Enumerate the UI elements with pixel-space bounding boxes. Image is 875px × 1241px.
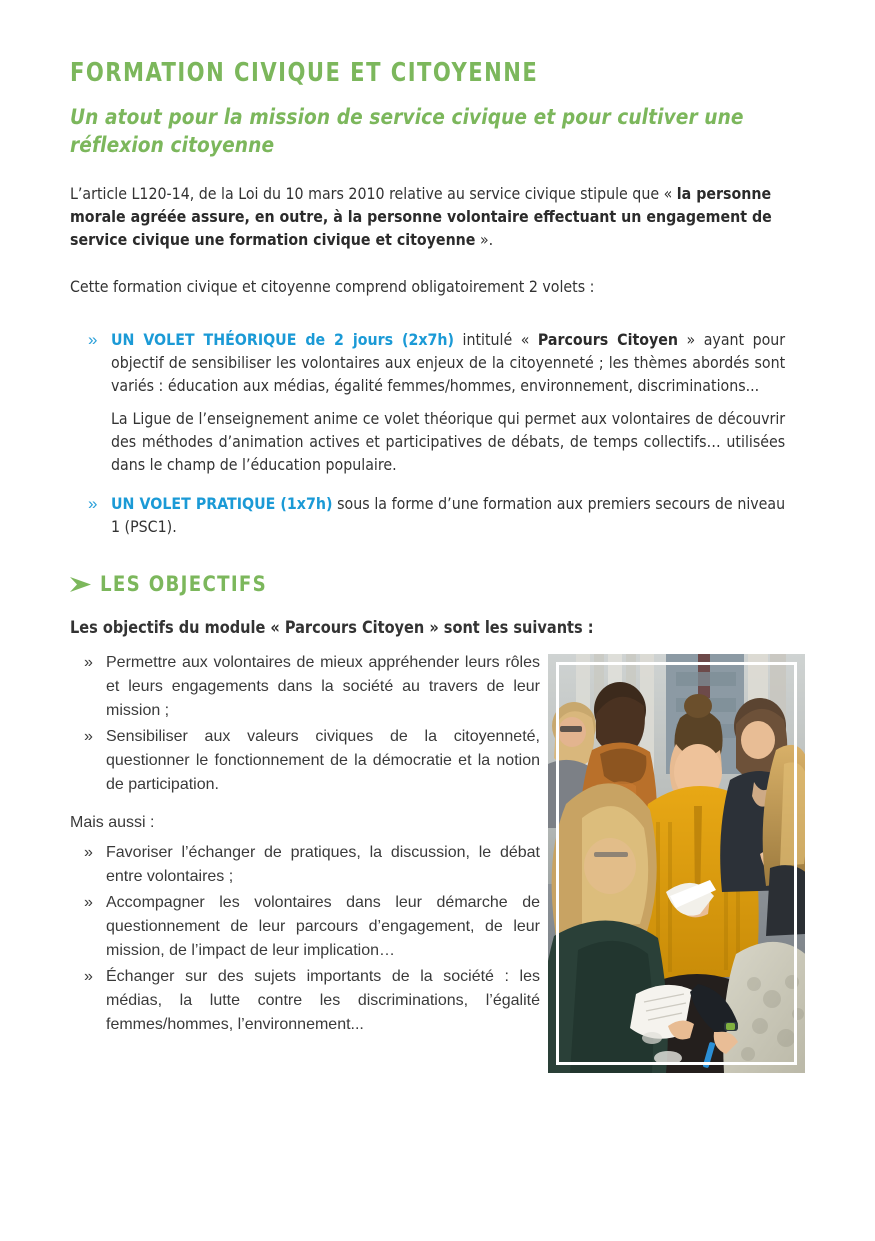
chevron-double-right-icon: » (84, 894, 93, 911)
objectives-and-photo-zone (70, 651, 806, 1037)
volet-theorique-highlight: UN VOLET THÉORIQUE de 2 jours (2x7h) (111, 330, 455, 349)
photo-illustration (548, 654, 805, 1073)
volet-theorique-mid: intitulé « (454, 330, 538, 349)
page-subtitle: Un atout pour la mission de service civique et pour cultiver une réflexion citoyenne (70, 105, 744, 158)
volet-pratique-rest: sous la forme d’une formation aux premiers secours de niveau 1 (PSC1). (111, 494, 786, 536)
chevron-double-right-icon: » (84, 968, 93, 985)
objectives-secondary-list (70, 841, 540, 1037)
intro-suffix: ». (475, 230, 494, 249)
list-item (70, 965, 540, 1037)
volet-pratique-highlight: UN VOLET PRATIQUE (1x7h) (111, 494, 333, 513)
document-content (70, 58, 806, 1039)
objectives-lead: Les objectifs du module « Parcours Citoyen » sont les suivants : (70, 618, 594, 637)
list-item-volet-pratique (70, 492, 806, 538)
objectives-column (70, 651, 540, 1037)
chevron-double-right-icon: » (84, 728, 93, 745)
list-item (70, 651, 540, 723)
objectives-heading-label: LES OBJECTIFS (100, 572, 268, 597)
spacer (70, 265, 806, 275)
volet-theorique-subparagraph: La Ligue de l’enseignement anime ce volet théorique qui permet aux volontaires de découvrir des méthodes d’animation actives et participatives de débats, de temps collectifs… utilisées dans le champ de l’éducation populaire. (111, 409, 786, 474)
objectives-primary-list (70, 651, 540, 797)
objective-text: Permettre aux volontaires de mieux appréhender leurs rôles et leurs engagements dans la société au travers de leur mission ; (106, 654, 540, 719)
objective-text: Favoriser l’échanger de pratiques, la discussion, le débat entre volontaires ; (106, 844, 540, 885)
volet-theorique-text (111, 328, 785, 397)
volet-theorique-rest: » ayant pour objectif de sensibiliser les volontaires aux enjeux de la citoyenneté ; les thèmes abordés sont variés : éducation aux médias, égalité femmes/hommes, environnement, discriminations... (111, 330, 786, 395)
chevron-double-right-icon: » (88, 494, 98, 513)
list-item-volet-theorique (70, 328, 806, 476)
secondary-objectives-label: Mais aussi : (70, 814, 155, 831)
page-title: FORMATION CIVIQUE ET CITOYENNE (70, 58, 539, 88)
intro-paragraph (70, 182, 784, 251)
workshop-photo (548, 654, 805, 1073)
objectives-section-heading (70, 572, 806, 597)
list-item (70, 725, 540, 797)
volets-lead: Cette formation civique et citoyenne comprend obligatoirement 2 volets : (70, 277, 595, 296)
intro-bold: la personne morale agréée assure, en outre, à la personne volontaire effectuant un engagement de service civique une formation civique et citoyenne (70, 184, 772, 249)
parcours-citoyen-bold: Parcours Citoyen (537, 330, 679, 349)
photo-image (548, 654, 805, 1073)
chevron-double-right-icon: » (84, 844, 93, 861)
chevron-double-right-icon: » (84, 654, 93, 671)
volets-list (70, 328, 806, 538)
spacer (70, 312, 806, 322)
arrow-right-icon (70, 576, 93, 593)
intro-prefix: L’article L120-14, de la Loi du 10 mars 2010 relative au service civique stipule que « (70, 184, 677, 203)
objective-text: Échanger sur des sujets importants de la société : les médias, la lutte contre les discriminations, l’égalité femmes/hommes, l’environnement... (106, 968, 540, 1033)
objective-text: Accompagner les volontaires dans leur démarche de questionnement de leur parcours d’engagement, de leur mission, de l’impact de leur implication… (106, 894, 540, 959)
chevron-double-right-icon: » (88, 330, 98, 349)
volet-pratique-text (111, 492, 785, 538)
objective-text: Sensibiliser aux valeurs civiques de la citoyenneté, questionner le fonctionnement de la démocratie et la notion de participation. (106, 728, 540, 793)
list-item (70, 891, 540, 963)
list-item (70, 841, 540, 889)
